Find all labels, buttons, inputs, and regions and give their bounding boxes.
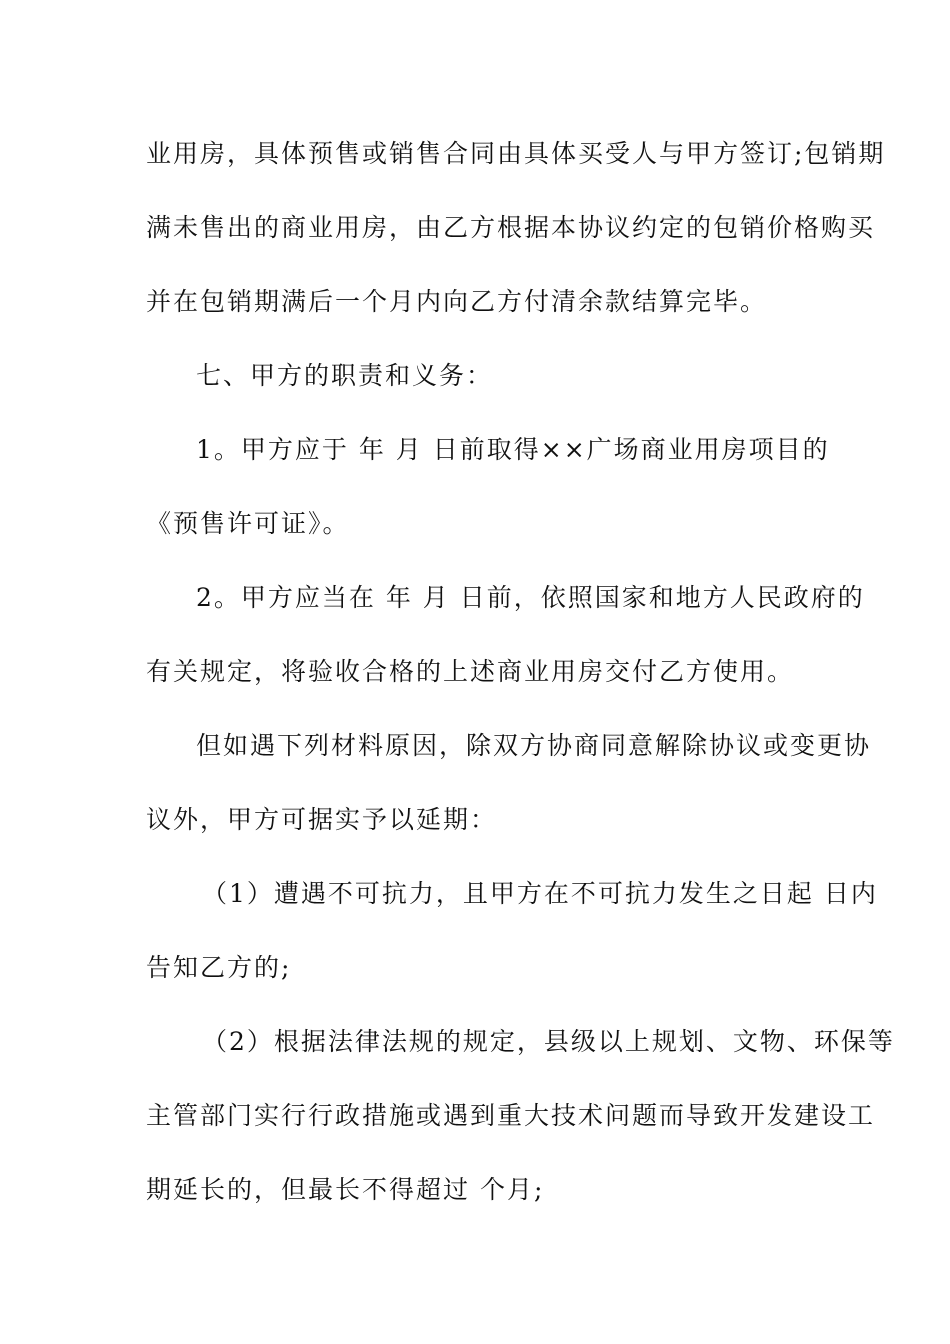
paragraph-line: 满未售出的商业用房，由乙方根据本协议约定的包销价格购买	[146, 213, 876, 242]
section-heading: 七、甲方的职责和义务：	[196, 361, 494, 390]
list-item-line: （2）根据法律法规的规定，县级以上规划、文物、环保等	[202, 1027, 895, 1056]
list-item-line: （1）遭遇不可抗力，且甲方在不可抗力发生之日起 日内	[202, 879, 878, 908]
paragraph-line: 1。甲方应于 年 月 日前取得××广场商业用房项目的	[196, 435, 830, 464]
paragraph-line: 《预售许可证》。	[146, 509, 350, 538]
list-item-line: 期延长的，但最长不得超过 个月;	[146, 1175, 545, 1204]
paragraph-line: 但如遇下列材料原因，除双方协商同意解除协议或变更协	[196, 731, 872, 760]
paragraph-line: 2。甲方应当在 年 月 日前，依照国家和地方人民政府的	[196, 583, 865, 612]
paragraph-line: 有关规定，将验收合格的上述商业用房交付乙方使用。	[146, 657, 795, 686]
paragraph-line: 议外，甲方可据实予以延期：	[146, 805, 498, 834]
list-item-line: 主管部门实行行政措施或遇到重大技术问题而导致开发建设工	[146, 1101, 876, 1130]
paragraph-line: 业用房，具体预售或销售合同由具体买受人与甲方签订;包销期	[146, 139, 886, 168]
list-item-line: 告知乙方的;	[146, 953, 292, 982]
paragraph-line: 并在包销期满后一个月内向乙方付清余款结算完毕。	[146, 287, 768, 316]
